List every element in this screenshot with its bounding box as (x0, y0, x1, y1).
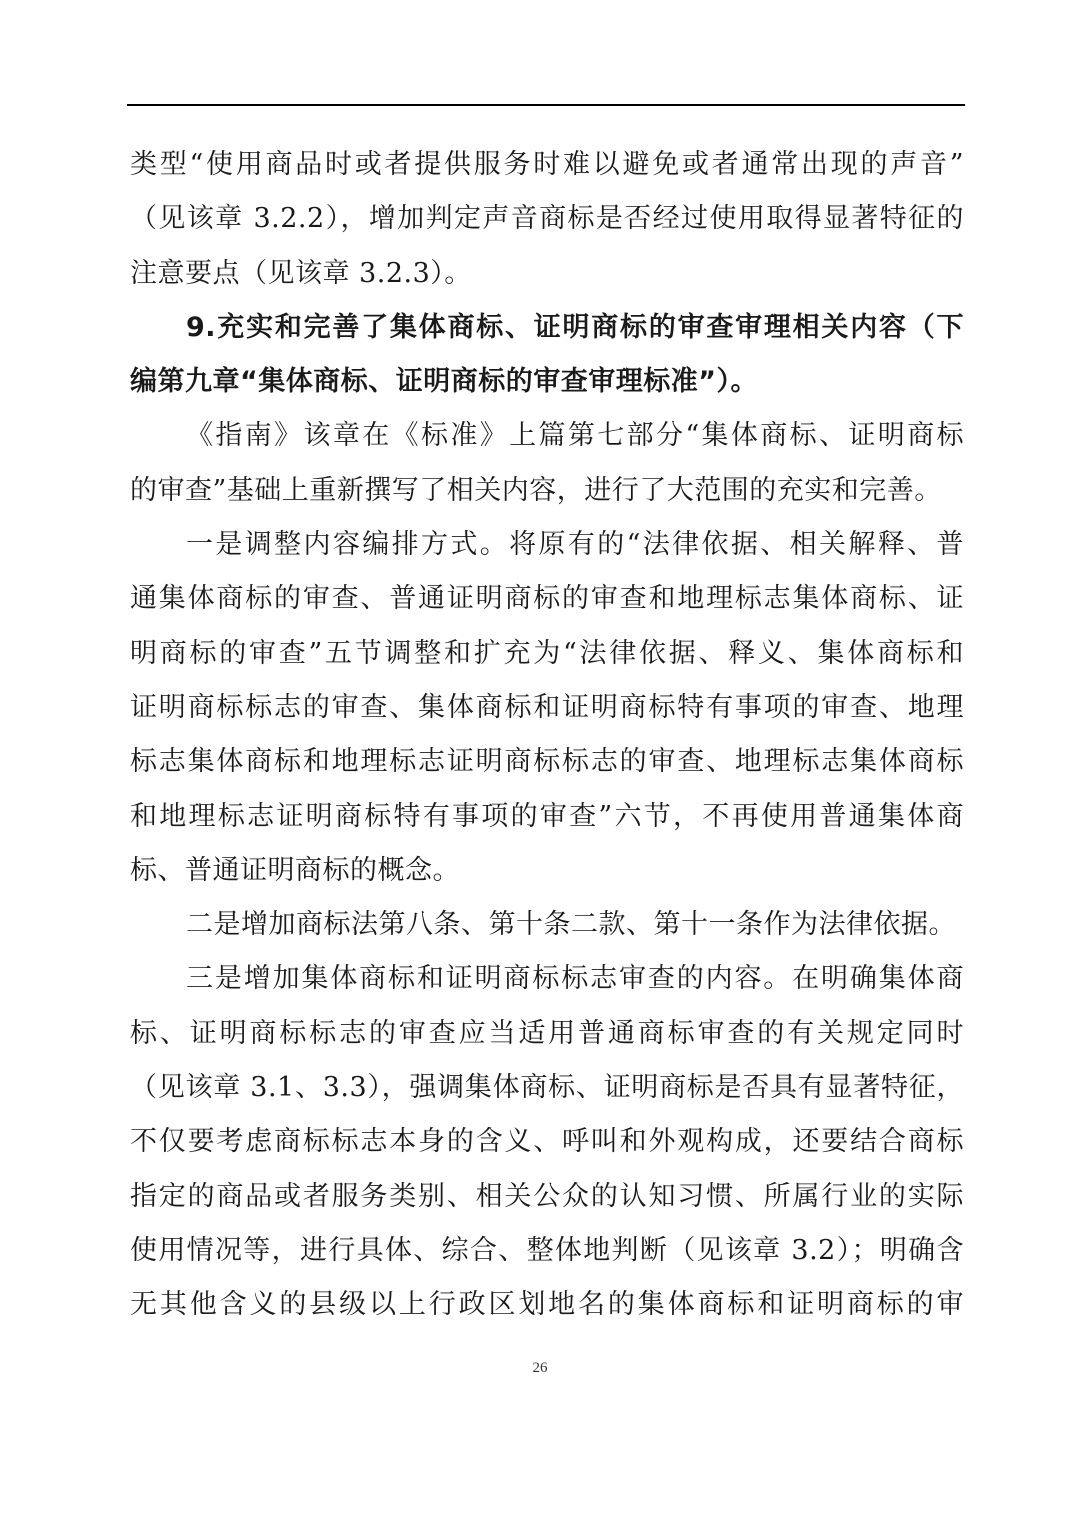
text-line: 指定的商品或者服务类别、相关公众的认知习惯、所属行业的实际 (130, 1180, 964, 1212)
text-line: 和地理标志证明商标特有事项的审查”六节，不再使用普通集体商 (130, 800, 964, 832)
text-line: 一是调整内容编排方式。将原有的“法律依据、相关解释、普 (186, 529, 964, 561)
section-heading-line: 9.充实和完善了集体商标、证明商标的审查审理相关内容（下 (186, 311, 964, 343)
text-line: 标、普通证明商标的概念。 (130, 854, 460, 886)
text-line: 通集体商标的审查、普通证明商标的审查和地理标志集体商标、证 (130, 583, 964, 615)
header-rule (127, 104, 965, 106)
text-line: （见该章 3.2.2），增加判定声音商标是否经过使用取得显著特征的 (130, 203, 964, 235)
text-line: （见该章 3.1、3.3），强调集体商标、证明商标是否具有显著特征， (130, 1072, 964, 1104)
text-line: 使用情况等，进行具体、综合、整体地判断（见该章 3.2）；明确含 (130, 1234, 964, 1266)
section-heading-line: 编第九章“集体商标、证明商标的审查审理标准”）。 (130, 366, 758, 398)
text-line: 明商标的审查”五节调整和扩充为“法律依据、释义、集体商标和 (130, 637, 964, 669)
text-line: 证明商标标志的审查、集体商标和证明商标特有事项的审查、地理 (130, 691, 964, 723)
text-line: 注意要点（见该章 3.2.3）。 (130, 257, 472, 289)
text-line: 的审查”基础上重新撰写了相关内容，进行了大范围的充实和完善。 (130, 474, 942, 506)
text-line: 无其他含义的县级以上行政区划地名的集体商标和证明商标的审 (130, 1289, 964, 1321)
text-line: 类型“使用商品时或者提供服务时难以避免或者通常出现的声音” (130, 149, 964, 180)
text-line: 标志集体商标和地理标志证明商标标志的审查、地理标志集体商标 (130, 746, 964, 778)
text-line: 标、证明商标标志的审查应当适用普通商标审查的有关规定同时 (130, 1017, 964, 1049)
page-number: 26 (532, 1360, 548, 1376)
text-line: 二是增加商标法第八条、第十条二款、第十一条作为法律依据。 (186, 909, 956, 941)
text-line: 不仅要考虑商标标志本身的含义、呼叫和外观构成，还要结合商标 (130, 1126, 964, 1158)
document-body (130, 138, 964, 1333)
text-line: 《指南》该章在《标准》上篇第七部分“集体商标、证明商标 (186, 420, 964, 452)
text-line: 三是增加集体商标和证明商标标志审查的内容。在明确集体商 (186, 963, 964, 995)
